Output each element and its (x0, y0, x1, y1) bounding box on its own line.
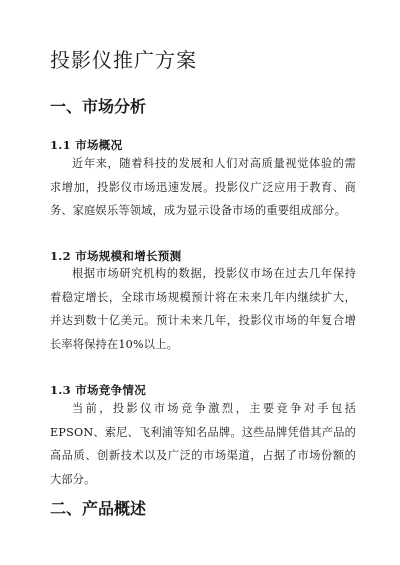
subsection-heading-market-size: 1.2 市场规模和增长预测 (50, 249, 182, 263)
paragraph-competition: 当前，投影仪市场竞争激烈，主要竞争对手包括EPSON、索尼、飞利浦等知名品牌。这些品牌凭借其产品的高品质、创新技术以及广泛的市场渠道，占据了市场份额的大部分。 (50, 402, 356, 486)
paragraph-market-overview: 近年来，随着科技的发展和人们对高质量视觉体验的需求增加，投影仪市场迅速发展。投影仪广泛应用于教育、商务、家庭娱乐等领域，成为显示设备市场的重要组成部分。 (50, 157, 356, 217)
paragraph-market-size: 根据市场研究机构的数据，投影仪市场在过去几年保持着稳定增长，全球市场规模预计将在未来几年内继续扩大，并达到数十亿美元。预计未来几年，投影仪市场的年复合增长率将保持在10%以上。 (50, 267, 356, 351)
document-title: 投影仪推广方案 (50, 48, 197, 72)
section-heading-product-overview: 二、产品概述 (50, 499, 147, 518)
subsection-heading-competition: 1.3 市场竞争情况 (50, 383, 147, 397)
subsection-heading-market-overview: 1.1 市场概况 (50, 138, 123, 152)
section-heading-market-analysis: 一、市场分析 (50, 97, 147, 116)
